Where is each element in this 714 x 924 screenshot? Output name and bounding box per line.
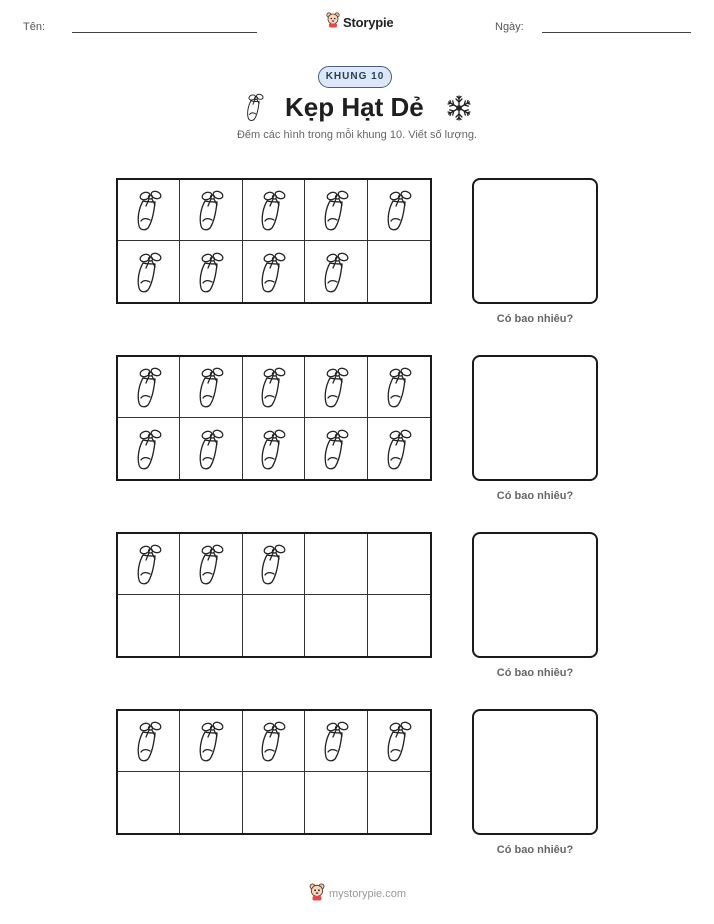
- ballet-shoe-icon: [133, 188, 165, 232]
- ten-frame-cell: [118, 772, 180, 833]
- ten-frame-cell: [305, 534, 367, 595]
- ten-frame-cell: [243, 772, 305, 833]
- ballet-shoe-icon: [257, 719, 289, 763]
- page-title: Kẹp Hạt Dẻ: [285, 92, 424, 122]
- ten-frame-cell: [180, 418, 242, 479]
- ten-frame-cell: [368, 180, 430, 241]
- ten-frame-cell: [243, 534, 305, 595]
- ten-frame-cell: [180, 534, 242, 595]
- answer-label: Có bao nhiêu?: [496, 313, 574, 325]
- ballet-shoe-icon: [195, 250, 227, 294]
- name-label: Tên:: [23, 21, 46, 33]
- ballet-shoe-icon: [133, 719, 165, 763]
- ten-frame-cell: [368, 534, 430, 595]
- ten-frame-cell: [368, 711, 430, 772]
- ten-frame-cell: [305, 357, 367, 418]
- ballet-shoe-icon: [133, 542, 165, 586]
- brand-name: Storypie: [343, 14, 394, 30]
- ballet-shoe-icon: [257, 188, 289, 232]
- ten-frame-cell: [118, 534, 180, 595]
- ballet-shoe-icon: [257, 365, 289, 409]
- ten-frame: [116, 355, 432, 481]
- ballet-shoe-icon: [257, 427, 289, 471]
- ballet-shoe-icon: [320, 365, 352, 409]
- ten-frame-cell: [118, 241, 180, 302]
- ten-frame-cell: [368, 595, 430, 656]
- ten-frame-cell: [180, 595, 242, 656]
- answer-box[interactable]: [472, 532, 598, 658]
- ten-frame-cell: [368, 418, 430, 479]
- ten-frame-cell: [180, 711, 242, 772]
- ballet-shoe-icon: [383, 427, 415, 471]
- answer-label: Có bao nhiêu?: [496, 490, 574, 502]
- ballet-shoe-icon: [195, 719, 227, 763]
- ten-frame-cell: [368, 772, 430, 833]
- ballet-shoe-icon: [257, 250, 289, 294]
- ten-frame-cell: [243, 241, 305, 302]
- ten-frame-cell: [118, 357, 180, 418]
- ten-frame-cell: [243, 418, 305, 479]
- ten-frame-cell: [118, 418, 180, 479]
- ten-frame-cell: [243, 180, 305, 241]
- answer-box[interactable]: [472, 709, 598, 835]
- ten-frame-cell: [243, 357, 305, 418]
- ten-frame-cell: [305, 595, 367, 656]
- ballet-shoe-icon: [320, 188, 352, 232]
- ten-frame-cell: [180, 357, 242, 418]
- answer-box[interactable]: [472, 355, 598, 481]
- ten-frame: [116, 709, 432, 835]
- ten-frame-cell: [180, 241, 242, 302]
- answer-label: Có bao nhiêu?: [496, 667, 574, 679]
- ten-frame-cell: [305, 711, 367, 772]
- ballet-shoe-icon: [195, 365, 227, 409]
- footer-url: mystorypie.com: [329, 888, 407, 900]
- date-label: Ngày:: [495, 21, 524, 33]
- ten-frame-cell: [243, 711, 305, 772]
- ballet-shoe-icon: [195, 188, 227, 232]
- answer-label: Có bao nhiêu?: [496, 844, 574, 856]
- ten-frame-cell: [118, 711, 180, 772]
- ballet-shoe-icon: [383, 365, 415, 409]
- ten-frame-cell: [118, 180, 180, 241]
- ten-frame-cell: [180, 772, 242, 833]
- ballet-shoe-icon: [133, 250, 165, 294]
- ballet-shoe-icon: [257, 542, 289, 586]
- ballet-shoe-icon: [320, 427, 352, 471]
- ten-frame-cell: [305, 241, 367, 302]
- ten-frame-cell: [118, 595, 180, 656]
- ten-frame-cell: [368, 241, 430, 302]
- ballet-shoe-icon: [320, 250, 352, 294]
- ten-frame-badge: KHUNG 10: [318, 66, 392, 88]
- ballet-shoe-icon: [133, 365, 165, 409]
- ballet-shoe-icon: [320, 719, 352, 763]
- ten-frame-cell: [305, 772, 367, 833]
- bear-mascot-icon: [309, 883, 325, 906]
- answer-box[interactable]: [472, 178, 598, 304]
- ballet-shoe-icon: [195, 542, 227, 586]
- ten-frame-cell: [305, 180, 367, 241]
- ballet-shoe-icon: [195, 427, 227, 471]
- ten-frame-cell: [368, 357, 430, 418]
- ten-frame-cell: [305, 418, 367, 479]
- ten-frame-cell: [180, 180, 242, 241]
- ten-frame: [116, 532, 432, 658]
- instructions: Đếm các hình trong mỗi khung 10. Viết số lượng.: [236, 129, 477, 141]
- ten-frame: [116, 178, 432, 304]
- ten-frame-cell: [243, 595, 305, 656]
- ballet-shoe-icon: [133, 427, 165, 471]
- footer: [309, 884, 406, 904]
- ballet-shoe-icon: [383, 719, 415, 763]
- ballet-shoe-icon: [383, 188, 415, 232]
